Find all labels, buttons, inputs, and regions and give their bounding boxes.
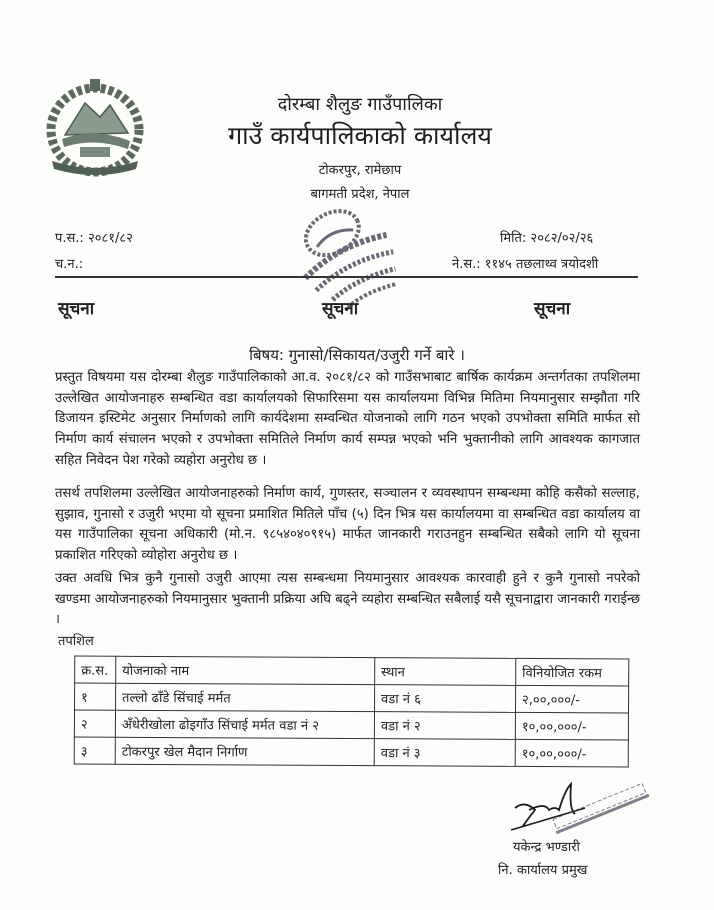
- header-project-name: योजनाको नाम: [116, 656, 375, 684]
- dispatch-number: च.न.:: [55, 257, 84, 272]
- cell-serial: १: [75, 683, 116, 710]
- signatory-name: यकेन्द्र भण्डारी: [513, 840, 580, 855]
- letter-date: मिति: २०८२/०२/२६: [500, 231, 594, 246]
- nepal-emblem-icon: [40, 75, 150, 180]
- letter-number: प.स.: २०८१/८२: [55, 231, 133, 246]
- body-paragraph-3: उक्त अवधि भित्र कुनै गुनासो उजुरी आएमा त्यस सम्बन्धमा नियमानुसार आवश्यक कारवाही हुने र कुनै गुनासो नपरेको खण्डमा आयोजनाहरुको नियमानुसार भुक्तानी प्रक्रिया अघि बढ्ने व्यहोरा सम्बन्धित सबैलाई यसै सूचनाद्वारा जानकारी गराईन्छ ।: [55, 571, 640, 628]
- notice-label-center: सूचना: [322, 299, 359, 319]
- header-serial: क्र.स.: [75, 656, 116, 683]
- office-name: गाउँ कार्यपालिकाको कार्यालय: [228, 121, 492, 150]
- header-location: स्थान: [375, 658, 516, 686]
- office-stamp-icon: [280, 195, 410, 320]
- cell-serial: २: [74, 710, 115, 737]
- table-row: [74, 737, 628, 767]
- table-row: [74, 710, 628, 740]
- subject-line: बिषय: गुनासो/सिकायत/उजुरी गर्ने बारे ।: [249, 346, 465, 364]
- cell-amount: १०,००,०००/-: [515, 739, 628, 767]
- schedule-label: तपशिल: [58, 634, 94, 649]
- table-header-row: [75, 656, 629, 686]
- body-paragraph-1: प्रस्तुत विषयमा यस दोरम्बा शैलुङ गाउँपालिकाको आ.व. २०८१/८२ को गाउँसभाबाट बार्षिक कार्यक्रम अन्तर्गतका तपशिलमा उल्लेखित आयोजनाहरु सम्बन्धित वडा कार्यालयको सिफारिसमा यस कार्यालयमा विभिन्न मितिमा नियमानुसार सम्झौता गरि डिजायन इस्टिमेट अनुसार निर्माणको लागि कार्यदेशमा सम्वन्धित योजनाको लागि गठन भएको उपभोक्ता समिति मार्फत सो निर्माण कार्य संचालन भएको र उपभोक्ता समितिले निर्माण कार्य सम्पन्न भएको भनि भुक्तानीको लागि आवश्यक कागजात सहित निवेदन पेश गरेको व्यहोरा अनुरोध छ ।: [55, 370, 640, 468]
- cell-location: वडा नं २: [374, 712, 515, 740]
- header-allocated-amount: विनियोजित रकम: [516, 658, 629, 686]
- cell-location: वडा नं ३: [374, 739, 515, 767]
- cell-project-name: अँधेरीखोला ढोइगाँउ सिंचाई मर्मत वडा नं २: [115, 710, 374, 738]
- cell-amount: १०,००,०००/-: [515, 712, 628, 740]
- municipality-name: दोरम्बा शैलुङ गाउँपालिका: [277, 94, 443, 115]
- notice-label-left: सूचना: [58, 299, 95, 319]
- address-line-1: टोकरपुर, रामेछाप: [318, 163, 402, 178]
- cell-location: वडा नं ६: [374, 685, 515, 713]
- cell-project-name: टोकरपुर खेल मैदान निर्गाण: [115, 737, 374, 765]
- notice-label-right: सूचना: [534, 299, 571, 319]
- address-line-2: बागमती प्रदेश, नेपाल: [310, 187, 410, 202]
- schedule-table: [74, 656, 630, 768]
- nepal-sambat-date: ने.स.: ११४५ तछलाथ्व त्रयोदशी: [452, 257, 599, 272]
- cell-amount: २,००,०००/-: [515, 685, 628, 713]
- cell-serial: ३: [74, 737, 115, 764]
- cell-project-name: तल्लो ढाँडे सिंचाई मर्मत: [116, 683, 375, 711]
- table-row: [75, 683, 629, 713]
- signatory-title: नि. कार्यालय प्रमुख: [498, 863, 588, 878]
- body-paragraph-2: तसर्थ तपशिलमा उल्लेखित आयोजनाहरुको निर्माण कार्य, गुणस्तर, सञ्चालन र व्यवस्थापन सम्बन्धमा कोहि कसैको सल्लाह, सुझाव, गुनासो र उजुरी भएमा यो सूचना प्रमाशित मितिले पाँच (५) दिन भित्र यस कार्यालयमा वा सम्बन्धित वडा कार्यालय वा यस गाउँपालिका सूचना अधिकारी (मो.न. ९८५४०४०९१५) मार्फत जानकारी गराउनहुन सम्बन्धित सबैको लागि यो सूचना प्रकाशित गरिएको व्योहोरा अनुरोध छ ।: [55, 486, 640, 564]
